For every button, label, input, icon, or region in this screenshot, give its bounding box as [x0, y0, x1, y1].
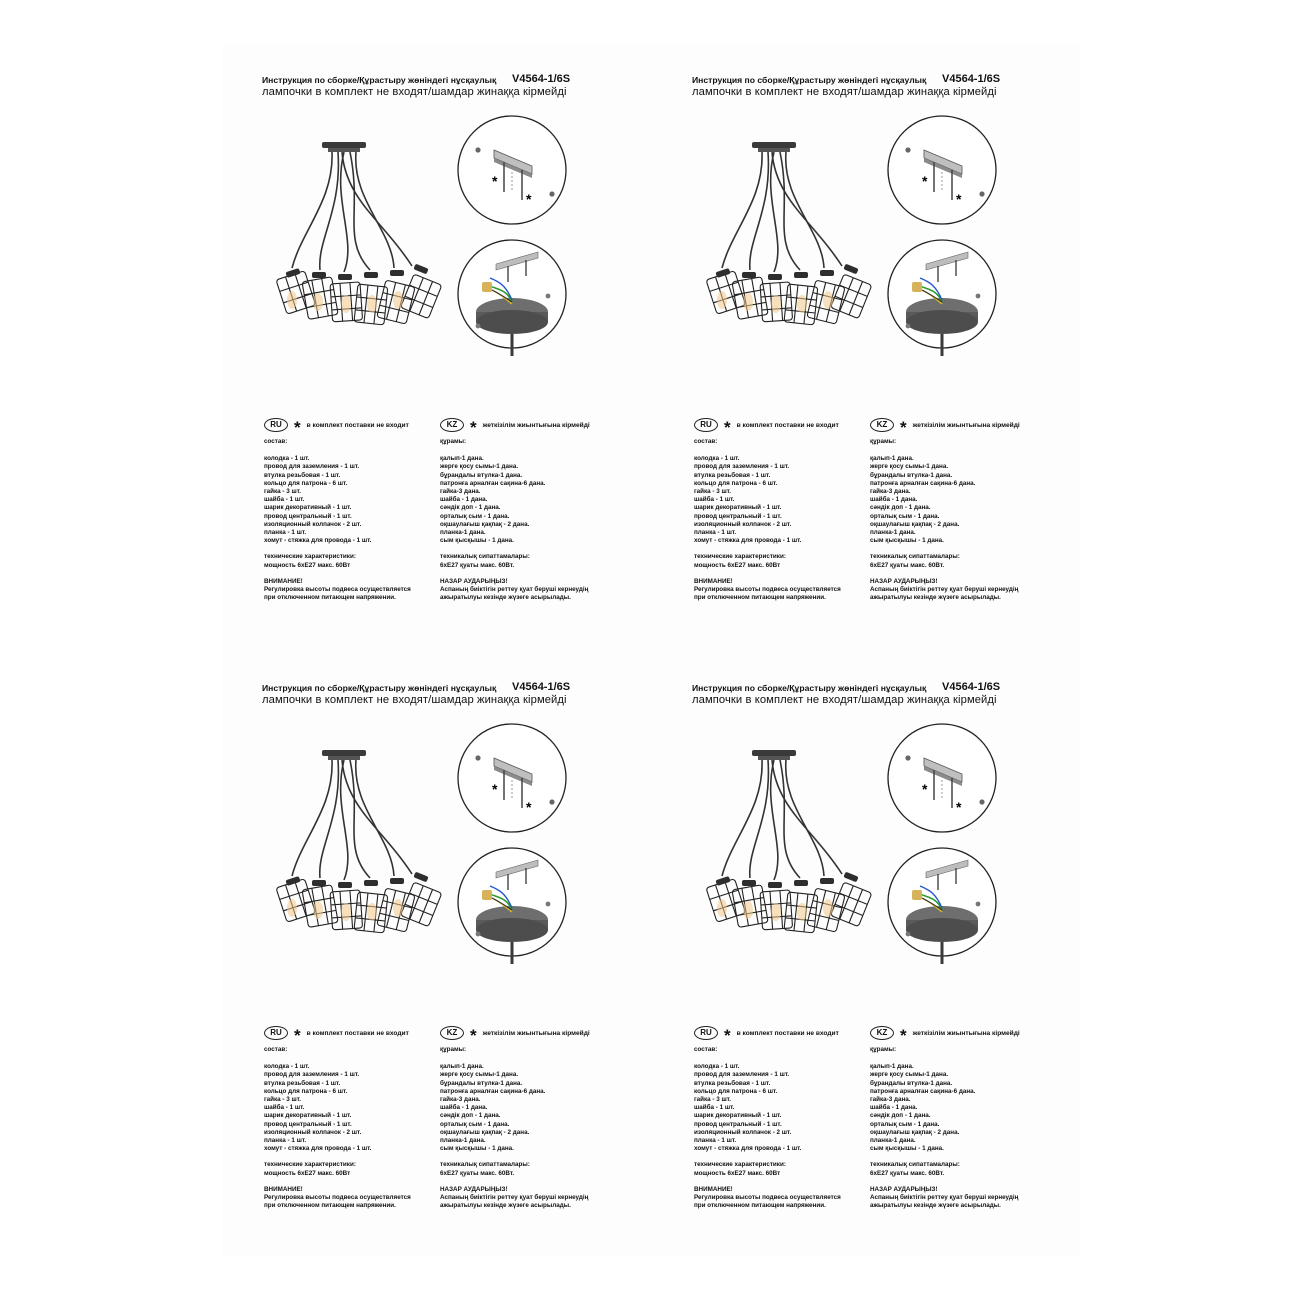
ru-item: хомут - стяжка для провода - 1 шт. [694, 1145, 802, 1153]
ru-header-row [694, 1026, 839, 1045]
kz-note: жеткізілім жиынтығына кірмейді [482, 421, 590, 429]
asterisk-icon: * [294, 418, 301, 437]
ru-warning-line: при отключенном питающем напряжении. [264, 594, 396, 602]
ru-item: провод центральный - 1 шт. [694, 1120, 782, 1128]
wiring-canopy-diagram [886, 846, 998, 966]
mounting-bracket-diagram [456, 722, 568, 834]
ru-item: провод центральный - 1 шт. [264, 512, 352, 520]
kz-item: бұрандалы втулка-1 дана. [440, 471, 523, 479]
ru-note: в комплект поставки не входит [736, 1029, 839, 1037]
ru-specs-label: технические характеристики: [264, 1161, 356, 1169]
instruction-card [222, 652, 622, 1212]
kz-item: қалып-1 дана. [870, 455, 914, 463]
ru-item: провод для заземления - 1 шт. [694, 463, 790, 471]
kz-note: жеткізілім жиынтығына кірмейді [912, 1029, 1020, 1037]
ru-item: шарик декоративный - 1 шт. [694, 504, 782, 512]
kz-item: жерге қосу сымы-1 дана. [870, 463, 949, 471]
kz-item: шайба - 1 дана. [870, 1104, 918, 1112]
wiring-canopy-diagram [456, 238, 568, 358]
kz-badge: KZ [870, 418, 894, 432]
kz-contents-label: құрамы: [870, 438, 897, 445]
kz-item: патронға арналған сақина-6 дана. [440, 1087, 546, 1095]
ru-warning-label: ВНИМАНИЕ! [694, 1185, 733, 1193]
ru-column [264, 438, 442, 602]
ru-item: провод центральный - 1 шт. [264, 1120, 352, 1128]
kz-warning-line: ажыратылуы кезінде жүзеге асырылады. [870, 594, 1001, 602]
ru-warning-line: Регулировка высоты подвеса осуществляется [264, 586, 411, 594]
kz-contents-label: құрамы: [440, 1046, 467, 1053]
ru-specs-label: технические характеристики: [694, 553, 786, 561]
asterisk-icon: * [724, 1026, 731, 1045]
asterisk-left: * [492, 173, 498, 189]
card-title: Инструкция по сборке/Құрастыру жөніндегі нұсқаулық [692, 683, 927, 693]
kz-item: оқшаулағыш қақпақ - 2 дана. [870, 1128, 960, 1136]
kz-item: сәндік доп - 1 дана. [440, 504, 501, 512]
ru-item: хомут - стяжка для провода - 1 шт. [264, 537, 372, 545]
kz-specs-value: 6хЕ27 қуаты макс. 60Вт. [870, 561, 945, 569]
instruction-card [652, 44, 1052, 604]
card-title: Инструкция по сборке/Құрастыру жөніндегі нұсқаулық [262, 75, 497, 85]
kz-item: гайка-3 дана. [440, 1096, 481, 1104]
ru-item: кольцо для патрона - 6 шт. [694, 479, 778, 487]
ru-item: хомут - стяжка для провода - 1 шт. [264, 1145, 372, 1153]
ru-contents-label: состав: [694, 1046, 718, 1053]
card-subtitle: лампочки в комплект не входят/шамдар жинаққа кірмейді [692, 86, 997, 98]
card-title: Инструкция по сборке/Құрастыру жөніндегі нұсқаулық [262, 683, 497, 693]
ru-specs-label: технические характеристики: [694, 1161, 786, 1169]
kz-item: қалып-1 дана. [440, 1063, 484, 1071]
kz-warning-label: НАЗАР АУДАРЫҢЫЗ! [440, 1185, 508, 1193]
ru-item: колодка - 1 шт. [694, 455, 740, 463]
kz-header-row [870, 1026, 1020, 1045]
ru-warning-label: ВНИМАНИЕ! [264, 1185, 303, 1193]
kz-item: патронға арналған сақина-6 дана. [440, 479, 546, 487]
ru-item: провод для заземления - 1 шт. [694, 1071, 790, 1079]
ru-note: в комплект поставки не входит [306, 1029, 409, 1037]
instruction-card [652, 652, 1052, 1212]
model-number: V4564-1/6S [512, 681, 571, 693]
card-subtitle: лампочки в комплект не входят/шамдар жинаққа кірмейді [692, 694, 997, 706]
ru-item: втулка резьбовая - 1 шт. [694, 471, 771, 479]
chandelier-illustration [692, 748, 892, 948]
ru-item: изоляционный колпачок - 2 шт. [264, 1128, 362, 1136]
kz-badge: KZ [440, 418, 464, 432]
kz-specs-label: техникалық сипаттамалары: [440, 553, 530, 561]
mounting-bracket-diagram [886, 114, 998, 226]
kz-item: сым қысқышы - 1 дана. [870, 1145, 944, 1153]
kz-warning-label: НАЗАР АУДАРЫҢЫЗ! [870, 577, 938, 585]
kz-specs-value: 6хЕ27 қуаты макс. 60Вт. [440, 561, 515, 569]
kz-contents-label: құрамы: [870, 1046, 897, 1053]
ru-warning-line: Регулировка высоты подвеса осуществляется [264, 1194, 411, 1202]
ru-column [694, 1046, 872, 1210]
chandelier-illustration [262, 140, 462, 340]
kz-warning-line: Аспаның биіктігін реттеу қуат беруші кернеудің [870, 1194, 1019, 1202]
kz-warning-line: Аспаның биіктігін реттеу қуат беруші кернеудің [870, 586, 1019, 594]
ru-header-row [694, 418, 839, 437]
asterisk-right: * [956, 191, 962, 207]
ru-item: втулка резьбовая - 1 шт. [694, 1079, 771, 1087]
ru-badge: RU [694, 418, 718, 432]
ru-contents-label: состав: [264, 438, 288, 445]
asterisk-right: * [956, 799, 962, 815]
ru-badge: RU [264, 418, 288, 432]
card-subtitle: лампочки в комплект не входят/шамдар жинаққа кірмейді [262, 86, 567, 98]
kz-item: қалып-1 дана. [870, 1063, 914, 1071]
asterisk-left: * [922, 173, 928, 189]
ru-badge: RU [694, 1026, 718, 1040]
ru-warning-label: ВНИМАНИЕ! [694, 577, 733, 585]
kz-item: патронға арналған сақина-6 дана. [870, 479, 976, 487]
asterisk-right: * [526, 191, 532, 207]
ru-item: хомут - стяжка для провода - 1 шт. [694, 537, 802, 545]
kz-item: оқшаулағыш қақпақ - 2 дана. [440, 520, 530, 528]
ru-item: шарик декоративный - 1 шт. [694, 1112, 782, 1120]
kz-warning-label: НАЗАР АУДАРЫҢЫЗ! [870, 1185, 938, 1193]
kz-item: сым қысқышы - 1 дана. [440, 537, 514, 545]
kz-badge: KZ [870, 1026, 894, 1040]
model-number: V4564-1/6S [942, 681, 1001, 693]
ru-item: провод центральный - 1 шт. [694, 512, 782, 520]
ru-contents-label: состав: [264, 1046, 288, 1053]
ru-item: гайка - 3 шт. [264, 1096, 302, 1104]
instruction-sheet [222, 44, 1080, 1256]
kz-item: гайка-3 дана. [870, 1096, 911, 1104]
ru-column [694, 438, 872, 602]
asterisk-right: * [526, 799, 532, 815]
kz-item: сәндік доп - 1 дана. [870, 504, 931, 512]
asterisk-icon: * [294, 1026, 301, 1045]
ru-item: изоляционный колпачок - 2 шт. [264, 520, 362, 528]
ru-item: гайка - 3 шт. [264, 488, 302, 496]
ru-item: кольцо для патрона - 6 шт. [694, 1087, 778, 1095]
ru-contents-label: состав: [694, 438, 718, 445]
wiring-canopy-diagram [456, 846, 568, 966]
ru-specs-value: мощность 6хЕ27 макс. 60Вт [694, 561, 781, 569]
ru-item: колодка - 1 шт. [264, 1063, 310, 1071]
chandelier-illustration [262, 748, 462, 948]
kz-specs-label: техникалық сипаттамалары: [440, 1161, 530, 1169]
kz-item: сым қысқышы - 1 дана. [870, 537, 944, 545]
ru-badge: RU [264, 1026, 288, 1040]
ru-warning-line: Регулировка высоты подвеса осуществляется [694, 1194, 841, 1202]
kz-item: шайба - 1 дана. [870, 496, 918, 504]
kz-item: жерге қосу сымы-1 дана. [870, 1071, 949, 1079]
kz-specs-label: техникалық сипаттамалары: [870, 553, 960, 561]
mounting-bracket-diagram [456, 114, 568, 226]
kz-column [440, 1046, 618, 1210]
ru-specs-label: технические характеристики: [264, 553, 356, 561]
kz-contents-label: құрамы: [440, 438, 467, 445]
ru-warning-line: при отключенном питающем напряжении. [694, 594, 826, 602]
kz-item: қалып-1 дана. [440, 455, 484, 463]
asterisk-icon: * [470, 1026, 477, 1045]
ru-item: провод для заземления - 1 шт. [264, 1071, 360, 1079]
model-number: V4564-1/6S [512, 73, 571, 85]
kz-warning-line: ажыратылуы кезінде жүзеге асырылады. [870, 1202, 1001, 1210]
kz-item: жерге қосу сымы-1 дана. [440, 1071, 519, 1079]
asterisk-icon: * [724, 418, 731, 437]
kz-item: гайка-3 дана. [870, 488, 911, 496]
kz-item: сәндік доп - 1 дана. [440, 1112, 501, 1120]
kz-item: шайба - 1 дана. [440, 1104, 488, 1112]
kz-item: сәндік доп - 1 дана. [870, 1112, 931, 1120]
ru-specs-value: мощность 6хЕ27 макс. 60Вт [264, 1169, 351, 1177]
wiring-canopy-diagram [886, 238, 998, 358]
ru-item: втулка резьбовая - 1 шт. [264, 1079, 341, 1087]
kz-item: орталық сым - 1 дана. [440, 512, 510, 520]
ru-item: шайба - 1 шт. [694, 1104, 735, 1112]
ru-warning-line: при отключенном питающем напряжении. [694, 1202, 826, 1210]
mounting-bracket-diagram [886, 722, 998, 834]
ru-column [264, 1046, 442, 1210]
kz-warning-label: НАЗАР АУДАРЫҢЫЗ! [440, 577, 508, 585]
asterisk-left: * [922, 781, 928, 797]
asterisk-left: * [492, 781, 498, 797]
kz-item: шайба - 1 дана. [440, 496, 488, 504]
kz-item: патронға арналған сақина-6 дана. [870, 1087, 976, 1095]
kz-item: оқшаулағыш қақпақ - 2 дана. [870, 520, 960, 528]
ru-item: гайка - 3 шт. [694, 1096, 732, 1104]
ru-item: шарик декоративный - 1 шт. [264, 504, 352, 512]
kz-column [440, 438, 618, 602]
ru-item: шайба - 1 шт. [264, 1104, 305, 1112]
kz-header-row [440, 418, 590, 437]
ru-item: колодка - 1 шт. [264, 455, 310, 463]
kz-column [870, 1046, 1048, 1210]
ru-item: втулка резьбовая - 1 шт. [264, 471, 341, 479]
kz-item: планка-1 дана. [440, 1137, 486, 1145]
chandelier-illustration [692, 140, 892, 340]
ru-item: гайка - 3 шт. [694, 488, 732, 496]
kz-warning-line: Аспаның биіктігін реттеу қуат беруші кернеудің [440, 1194, 589, 1202]
kz-item: планка-1 дана. [870, 1137, 916, 1145]
ru-item: планка - 1 шт. [264, 1137, 307, 1145]
kz-column [870, 438, 1048, 602]
kz-warning-line: ажыратылуы кезінде жүзеге асырылады. [440, 594, 571, 602]
kz-item: сым қысқышы - 1 дана. [440, 1145, 514, 1153]
ru-item: провод для заземления - 1 шт. [264, 463, 360, 471]
instruction-card [222, 44, 622, 604]
asterisk-icon: * [470, 418, 477, 437]
kz-item: орталық сым - 1 дана. [870, 1120, 940, 1128]
ru-item: изоляционный колпачок - 2 шт. [694, 1128, 792, 1136]
kz-note: жеткізілім жиынтығына кірмейді [912, 421, 1020, 429]
kz-item: оқшаулағыш қақпақ - 2 дана. [440, 1128, 530, 1136]
asterisk-icon: * [900, 418, 907, 437]
ru-item: планка - 1 шт. [694, 1137, 737, 1145]
ru-warning-line: при отключенном питающем напряжении. [264, 1202, 396, 1210]
kz-item: жерге қосу сымы-1 дана. [440, 463, 519, 471]
asterisk-icon: * [900, 1026, 907, 1045]
ru-item: планка - 1 шт. [264, 529, 307, 537]
kz-item: орталық сым - 1 дана. [870, 512, 940, 520]
kz-specs-value: 6хЕ27 қуаты макс. 60Вт. [870, 1169, 945, 1177]
model-number: V4564-1/6S [942, 73, 1001, 85]
ru-item: кольцо для патрона - 6 шт. [264, 1087, 348, 1095]
kz-item: планка-1 дана. [870, 529, 916, 537]
ru-header-row [264, 418, 409, 437]
ru-note: в комплект поставки не входит [736, 421, 839, 429]
ru-item: колодка - 1 шт. [694, 1063, 740, 1071]
ru-item: кольцо для патрона - 6 шт. [264, 479, 348, 487]
ru-item: шарик декоративный - 1 шт. [264, 1112, 352, 1120]
kz-specs-value: 6хЕ27 қуаты макс. 60Вт. [440, 1169, 515, 1177]
kz-item: планка-1 дана. [440, 529, 486, 537]
kz-item: бұрандалы втулка-1 дана. [440, 1079, 523, 1087]
kz-warning-line: Аспаның биіктігін реттеу қуат беруші кернеудің [440, 586, 589, 594]
kz-item: орталық сым - 1 дана. [440, 1120, 510, 1128]
ru-item: шайба - 1 шт. [264, 496, 305, 504]
ru-specs-value: мощность 6хЕ27 макс. 60Вт [264, 561, 351, 569]
kz-header-row [870, 418, 1020, 437]
kz-note: жеткізілім жиынтығына кірмейді [482, 1029, 590, 1037]
ru-specs-value: мощность 6хЕ27 макс. 60Вт [694, 1169, 781, 1177]
kz-specs-label: техникалық сипаттамалары: [870, 1161, 960, 1169]
kz-warning-line: ажыратылуы кезінде жүзеге асырылады. [440, 1202, 571, 1210]
kz-badge: KZ [440, 1026, 464, 1040]
ru-warning-label: ВНИМАНИЕ! [264, 577, 303, 585]
ru-note: в комплект поставки не входит [306, 421, 409, 429]
ru-item: шайба - 1 шт. [694, 496, 735, 504]
kz-header-row [440, 1026, 590, 1045]
ru-header-row [264, 1026, 409, 1045]
ru-item: планка - 1 шт. [694, 529, 737, 537]
ru-warning-line: Регулировка высоты подвеса осуществляется [694, 586, 841, 594]
card-subtitle: лампочки в комплект не входят/шамдар жинаққа кірмейді [262, 694, 567, 706]
ru-item: изоляционный колпачок - 2 шт. [694, 520, 792, 528]
kz-item: бұрандалы втулка-1 дана. [870, 1079, 953, 1087]
card-title: Инструкция по сборке/Құрастыру жөніндегі нұсқаулық [692, 75, 927, 85]
kz-item: гайка-3 дана. [440, 488, 481, 496]
kz-item: бұрандалы втулка-1 дана. [870, 471, 953, 479]
